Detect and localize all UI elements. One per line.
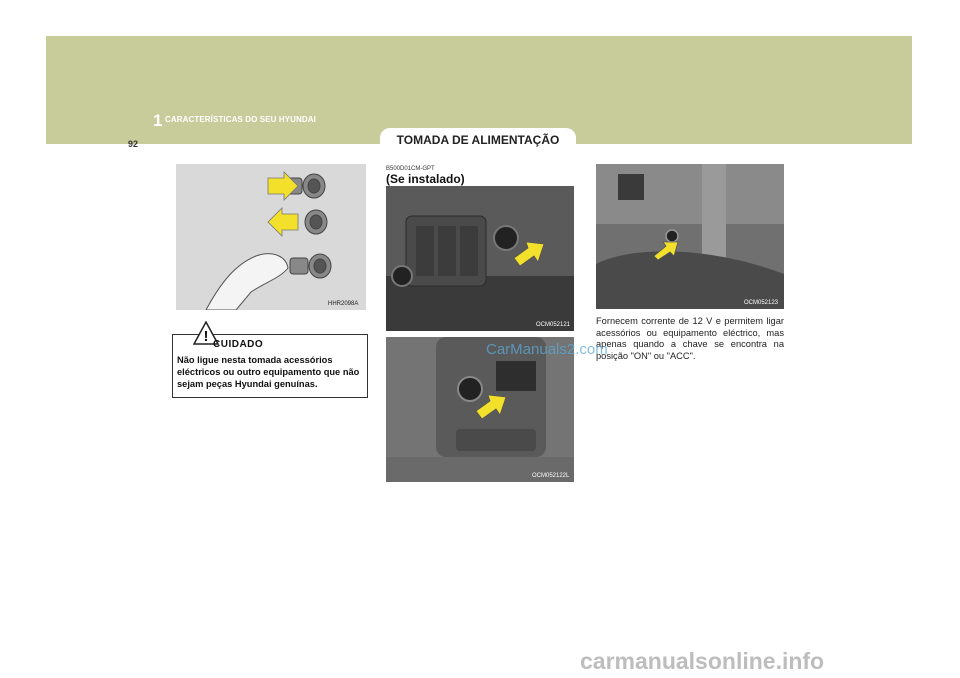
- cargo-outlet-photo: [596, 164, 784, 309]
- figure-console-outlet: [386, 186, 574, 331]
- subtitle: (Se instalado): [386, 172, 465, 186]
- figure-caption: HHR2098A: [328, 301, 359, 307]
- caution-title: CUIDADO: [213, 339, 264, 350]
- figure-lighter-illustration: [176, 164, 366, 310]
- rear-outlet-photo: [386, 337, 574, 482]
- caution-text: Não ligue nesta tomada acessórios eléctricos ou outro equipamento que não sejam peças Hyundai genuínas.: [177, 355, 360, 389]
- watermark-carmanualsonline: carmanualsonline.info: [580, 648, 825, 674]
- figure-cargo-outlet: [596, 164, 784, 309]
- page-number: 92: [128, 139, 139, 149]
- chapter-number: 1: [153, 111, 163, 130]
- watermark-carmanuals2: CarManuals2.com: [486, 341, 608, 358]
- body-text: Fornecem corrente de 12 V e permitem ligar acessórios ou equipamento eléctrico, mas apenas quando a chave se encontra na posição "ON" ou "ACC".: [596, 316, 784, 361]
- figure-caption: OCM052123: [744, 300, 779, 306]
- svg-text:!: !: [203, 328, 209, 345]
- figure-caption: OCM052121: [536, 322, 571, 328]
- lighter-illustration: [176, 164, 366, 310]
- console-outlet-photo: [386, 186, 574, 331]
- section-code: B500D01CM-GPT: [386, 166, 435, 172]
- figure-rear-outlet: [386, 337, 574, 482]
- chapter-title: CARACTERÍSTICAS DO SEU HYUNDAI: [165, 115, 317, 124]
- section-title: TOMADA DE ALIMENTAÇÃO: [380, 128, 576, 150]
- caution-box: [172, 328, 368, 398]
- figure-caption: OCM052122L: [532, 473, 570, 479]
